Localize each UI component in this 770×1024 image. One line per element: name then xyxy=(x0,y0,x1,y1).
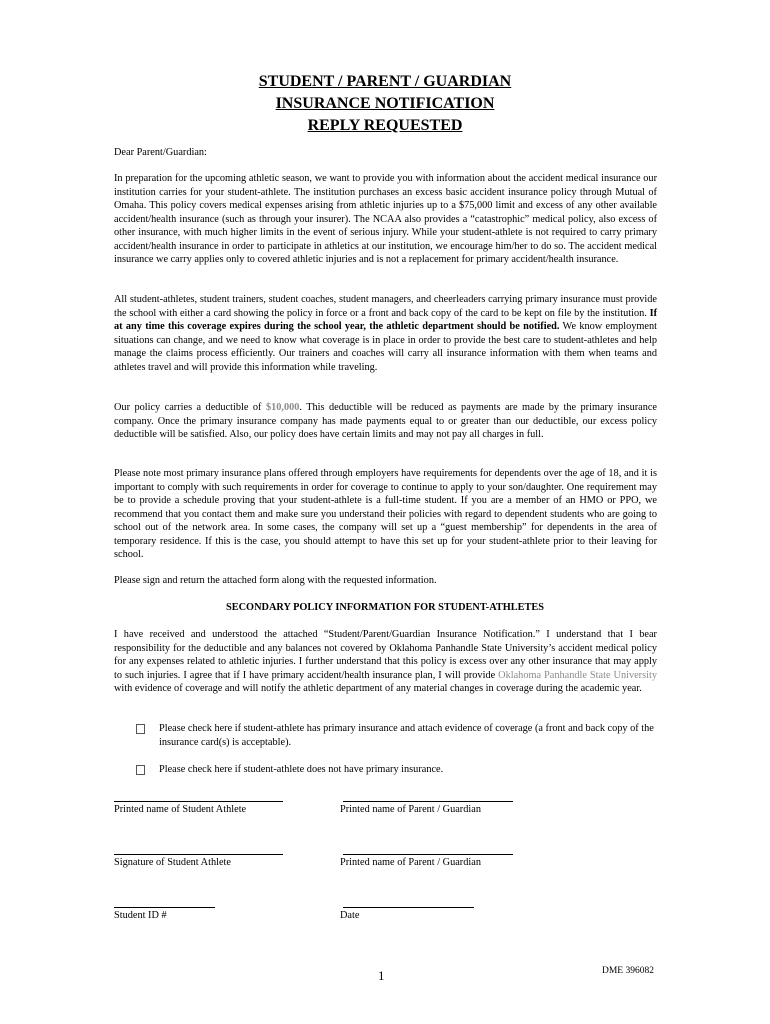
date-label: Date xyxy=(340,910,360,921)
para3-text-a: Our policy carries a deductible of xyxy=(114,402,266,413)
para2-text-a: All student-athletes, student trainers, student coaches, student managers, and cheerleaders carrying primary insurance must provide the school with either a card showing the policy in force or a front and back copy of the card to be kept on file by the institution. xyxy=(114,294,657,319)
paragraph-dependents: Please note most primary insurance plans offered through employers have requirements for dependents over the age of 18, and it is important to comply with such requirements in order for coverage to continue to apply to your son/daughter. One requirement may be to provide a schedule proving that your student-athlete is a full-time student. If you are a member of an HMO or PPO, we recommend that you contact them and make sure you understand their policies with regard to dependent students who are going to school out of the network area. In some cases, the company will set up a “guest membership” for dependents in the area of temporary residence. If this is the case, you should attempt to have this set up for your student-athlete prior to their leaving for school. xyxy=(114,468,657,560)
title-line-2: INSURANCE NOTIFICATION xyxy=(275,95,495,112)
salutation: Dear Parent/Guardian: xyxy=(114,147,207,158)
title-line-1: STUDENT / PARENT / GUARDIAN xyxy=(258,73,512,90)
parent-name-line-2[interactable] xyxy=(343,854,513,855)
student-id-line[interactable] xyxy=(114,907,215,908)
para2-bold-notice: If at any time this coverage expires during the school year, the athletic department should be notified. xyxy=(114,307,657,332)
date-line[interactable] xyxy=(343,907,474,908)
student-name-line[interactable] xyxy=(114,801,283,802)
checkbox-no-insurance[interactable] xyxy=(136,765,145,775)
paragraph-acknowledgement xyxy=(114,628,657,696)
paragraph-accident-insurance: In preparation for the upcoming athletic season, we want to provide you with information about the accident medical insurance our institution carries for your student-athlete. The institution purchases an excess basic accident insurance policy through Mutual of Omaha. This policy covers medical expenses arising from athletic injuries up to a $75,000 limit and excess of any other available accident/health insurance (such as through your insurer). The NCAA also provides a “catastrophic” medical policy, also excess of other insurance, with much higher limits in the event of serious injury. While your student-athlete is not required to carry primary accident/health insurance in order to participate in athletics at our institution, we encourage him/her to do so. The accident medical insurance we carry applies only to covered athletic injuries and is not a replacement for primary accident/health insurance. xyxy=(114,173,657,265)
parent-name-label-2: Printed name of Parent / Guardian xyxy=(340,857,481,868)
para6-text-b: with evidence of coverage and will notify the athletic department of any material changes in coverage during the academic year. xyxy=(114,683,642,694)
para2-text-b: We know employment situations can change, and we need to know what coverage is in place in order to provide the best care to student-athletes and help manage the claims process efficiently. Our trainers and coaches will carry all insurance information with them when teams and athletes travel and will provide this information while traveling. xyxy=(114,321,657,373)
checkbox-label-no-insurance: Please check here if student-athlete does not have primary insurance. xyxy=(159,764,444,775)
parent-name-label: Printed name of Parent / Guardian xyxy=(340,804,481,815)
section-heading: SECONDARY POLICY INFORMATION FOR STUDENT-ATHLETES xyxy=(226,602,544,613)
student-name-label: Printed name of Student Athlete xyxy=(114,804,247,815)
checkbox-has-insurance[interactable] xyxy=(136,724,145,734)
para6-text-a: I have received and understood the attached “Student/Parent/Guardian Insurance Notification.” I understand that I bear responsibility for the deductible and any balances not covered by Oklahoma Panhandle State University’s accident medical policy for any expenses related to athletic injuries. I further understand that this policy is excess over any other insurance that may apply to such injuries. I agree that if I have primary accident/health insurance plan, I will provide xyxy=(114,629,657,681)
school-name: Oklahoma Panhandle State University xyxy=(498,669,657,681)
title-line-3: REPLY REQUESTED xyxy=(307,117,463,134)
paragraph-sign-return: Please sign and return the attached form along with the requested information. xyxy=(114,575,437,586)
page-number: 1 xyxy=(378,968,385,983)
student-signature-label: Signature of Student Athlete xyxy=(114,857,231,868)
student-id-label: Student ID # xyxy=(114,910,167,921)
document-id: DME 396082 xyxy=(602,966,654,976)
student-signature-line[interactable] xyxy=(114,854,283,855)
checkbox-label-has-insurance: Please check here if student-athlete has primary insurance and attach evidence of coverage (a front and back copy of the insurance card(s) is acceptable). xyxy=(159,723,654,748)
para3-text-b: . This deductible will be reduced as payments are made by the primary insurance company. Once the primary insurance company has made payments equal to or greater than our deductible, our excess policy deductible will be satisfied. Also, our policy does have certain limits and may not pay all charges in full. xyxy=(114,402,658,440)
paragraph-deductible xyxy=(114,401,657,442)
deductible-amount: $10,000 xyxy=(265,402,300,413)
paragraph-primary-insurance-card xyxy=(114,293,657,374)
parent-name-line[interactable] xyxy=(343,801,513,802)
